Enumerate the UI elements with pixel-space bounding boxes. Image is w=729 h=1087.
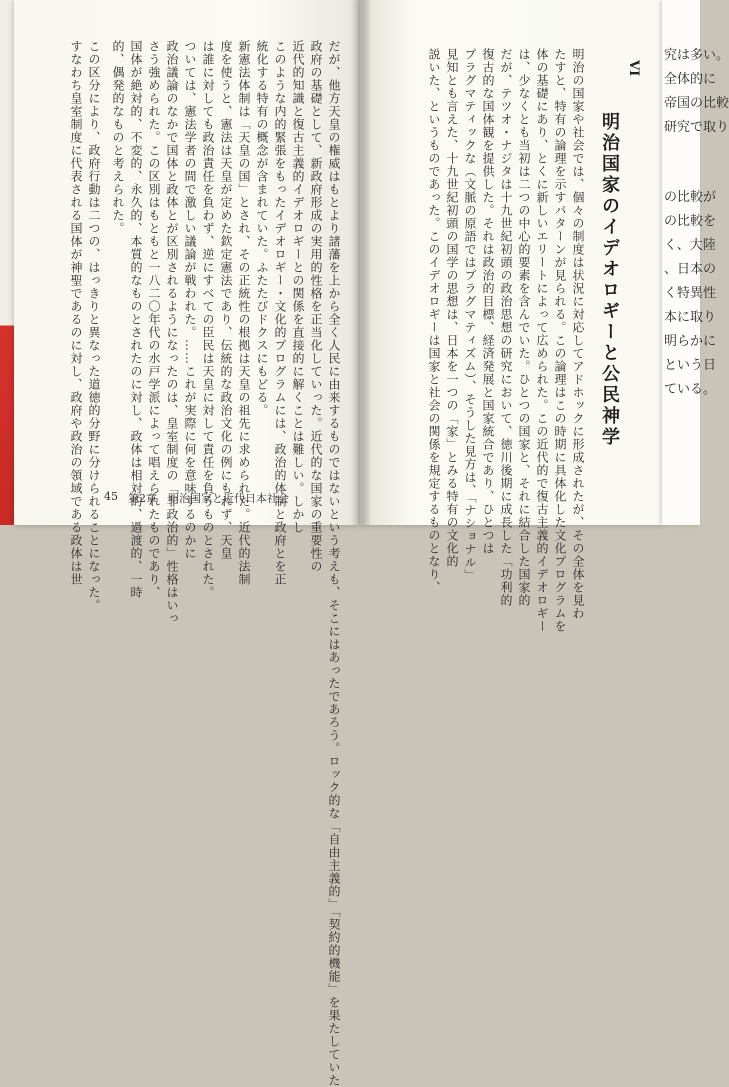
- adjacent-page-line: 明らかに: [664, 334, 717, 349]
- left-page-line: 統化する特有の概念が含まれていた。ふたたびドクスにもどる。: [255, 40, 269, 417]
- left-page-line: 度を使うと、憲法は天皇が定めた欽定憲法であり、伝統的な政治文化の例にもれず、天皇: [219, 40, 233, 560]
- adjacent-page-line: 究は多い。: [664, 48, 729, 63]
- adjacent-page-line: 研究で取り: [664, 120, 729, 135]
- left-page-line: 新憲法体制は「天皇の国」とされ、その正統性の根拠は天皇の祖先に求められた。近代的法制: [237, 40, 251, 586]
- right-page-line: 説いた、というものであった。このイデオロギーは国家と社会の関係を規定するものとなり、: [427, 48, 441, 594]
- section-title: 明治国家のイデオロギーと公民神学: [599, 112, 620, 448]
- right-page-line: 見知とも言えた、十九世紀初頭の国学の思想は、日本を一つの「家」とみる特有の文化的: [445, 48, 459, 568]
- section-number: VI: [626, 60, 641, 77]
- adjacent-page-line: の比較が: [664, 190, 717, 205]
- right-page-line: プラグマティックな（文脈の原語ではプラグマティズム）、そうした見方は、「ナショナル」: [463, 48, 477, 582]
- adjacent-page-line: ている。: [664, 382, 717, 397]
- left-page-line: 政治議論のなかで国体と政体とが区別されるようになったのは、皇室制度の「非政治的」性格はいっ: [165, 40, 179, 625]
- left-page-line: 国体が絶対的、不変的、永久的、本質的なものとされたのに対し、政体は相対的、過渡的、一時: [129, 40, 143, 599]
- right-page-line: たすと、特有の論理を示すパターンが見られる。この論理はこの時期に具体化した文化プログラムを: [553, 48, 567, 633]
- left-page-line: さう強められた。この区別はもともと一八二〇年代の水戸学派によって唱えられたものであり、: [147, 40, 161, 599]
- adjacent-page-line: 帝国の比較: [664, 96, 729, 111]
- left-page-line: ついては、憲法学者の間で激しい議論が戦われた。……これが実際に何を意味するのかに: [183, 40, 197, 560]
- adjacent-page-line: 、日本の: [664, 262, 717, 277]
- adjacent-page-line: 全体的に: [664, 72, 717, 87]
- left-page-line: だが、他方天皇の権威はもとより諸藩を上から全く人民に由来するものではないという考えも、そこにはあったであろう。ロック的な「自由主義的」「契約的機能」を果たしていた: [327, 40, 341, 1087]
- right-page-line: 体の基礎にあり、とくに新しいエリートによって広められた。この近代的で復古主義的イデオロギー: [535, 48, 549, 633]
- right-page-line: 復古的な国体観を提供した。それは政治的目標、経済発展と国家統合であり、ひとつは: [481, 48, 495, 555]
- right-page-line: だが、テツオ・ナジタは十九世紀初頭の政治思想の研究において、徳川後期に成長した「功利的: [499, 48, 513, 607]
- adjacent-page-line: く特異性: [664, 286, 717, 301]
- adjacent-page-line: く、大陸: [664, 238, 716, 253]
- right-page-line: 明治の国家や社会では、個々の制度は状況に対応してアドホックに形成されたが、その全体を見わ: [571, 48, 585, 620]
- left-page-line: 近代的知識と復古主義的イデオロギーとの関係を直接的に解くことは難しい。しかし: [291, 40, 305, 534]
- adjacent-book-page: [662, 0, 729, 525]
- page-number: 45: [104, 490, 118, 503]
- right-page-line: は、少なくとも当初は二つの中心的要素を含んでいた。ひとつの国家と、それに結合した国家的: [517, 48, 531, 607]
- adjacent-page-line: という日: [664, 358, 717, 373]
- running-head: 第2章 明治国家と近代日本社会: [128, 492, 289, 505]
- left-page-line: このような内的緊張をもったイデオロギー・文化的プログラムには、政治的体制と政府とを正: [273, 40, 287, 586]
- adjacent-page-line: 本に取り: [664, 310, 717, 325]
- book-gutter: [350, 0, 372, 525]
- left-page-line: は誰に対しても政治責任を負わず、逆にすべての臣民は天皇に対して責任を負うものとされた。: [201, 40, 215, 599]
- left-page-line: 政府の基礎として、新政府形成の実用的性格を正当化していった。近代的な国家の重要性の: [309, 40, 323, 573]
- left-page-line: 的、偶発的なものと考えられた。: [111, 40, 125, 235]
- adjacent-page-line: の比較を: [664, 214, 717, 229]
- left-page-line: すなわち皇室制度に代表される国体が神聖であるのに対し、政府や政治の領域である政体は世: [69, 40, 83, 586]
- left-page-line: この区分により、政府行動は二つの、はっきりと異なった道徳的分野に分けられることになった。: [87, 40, 101, 612]
